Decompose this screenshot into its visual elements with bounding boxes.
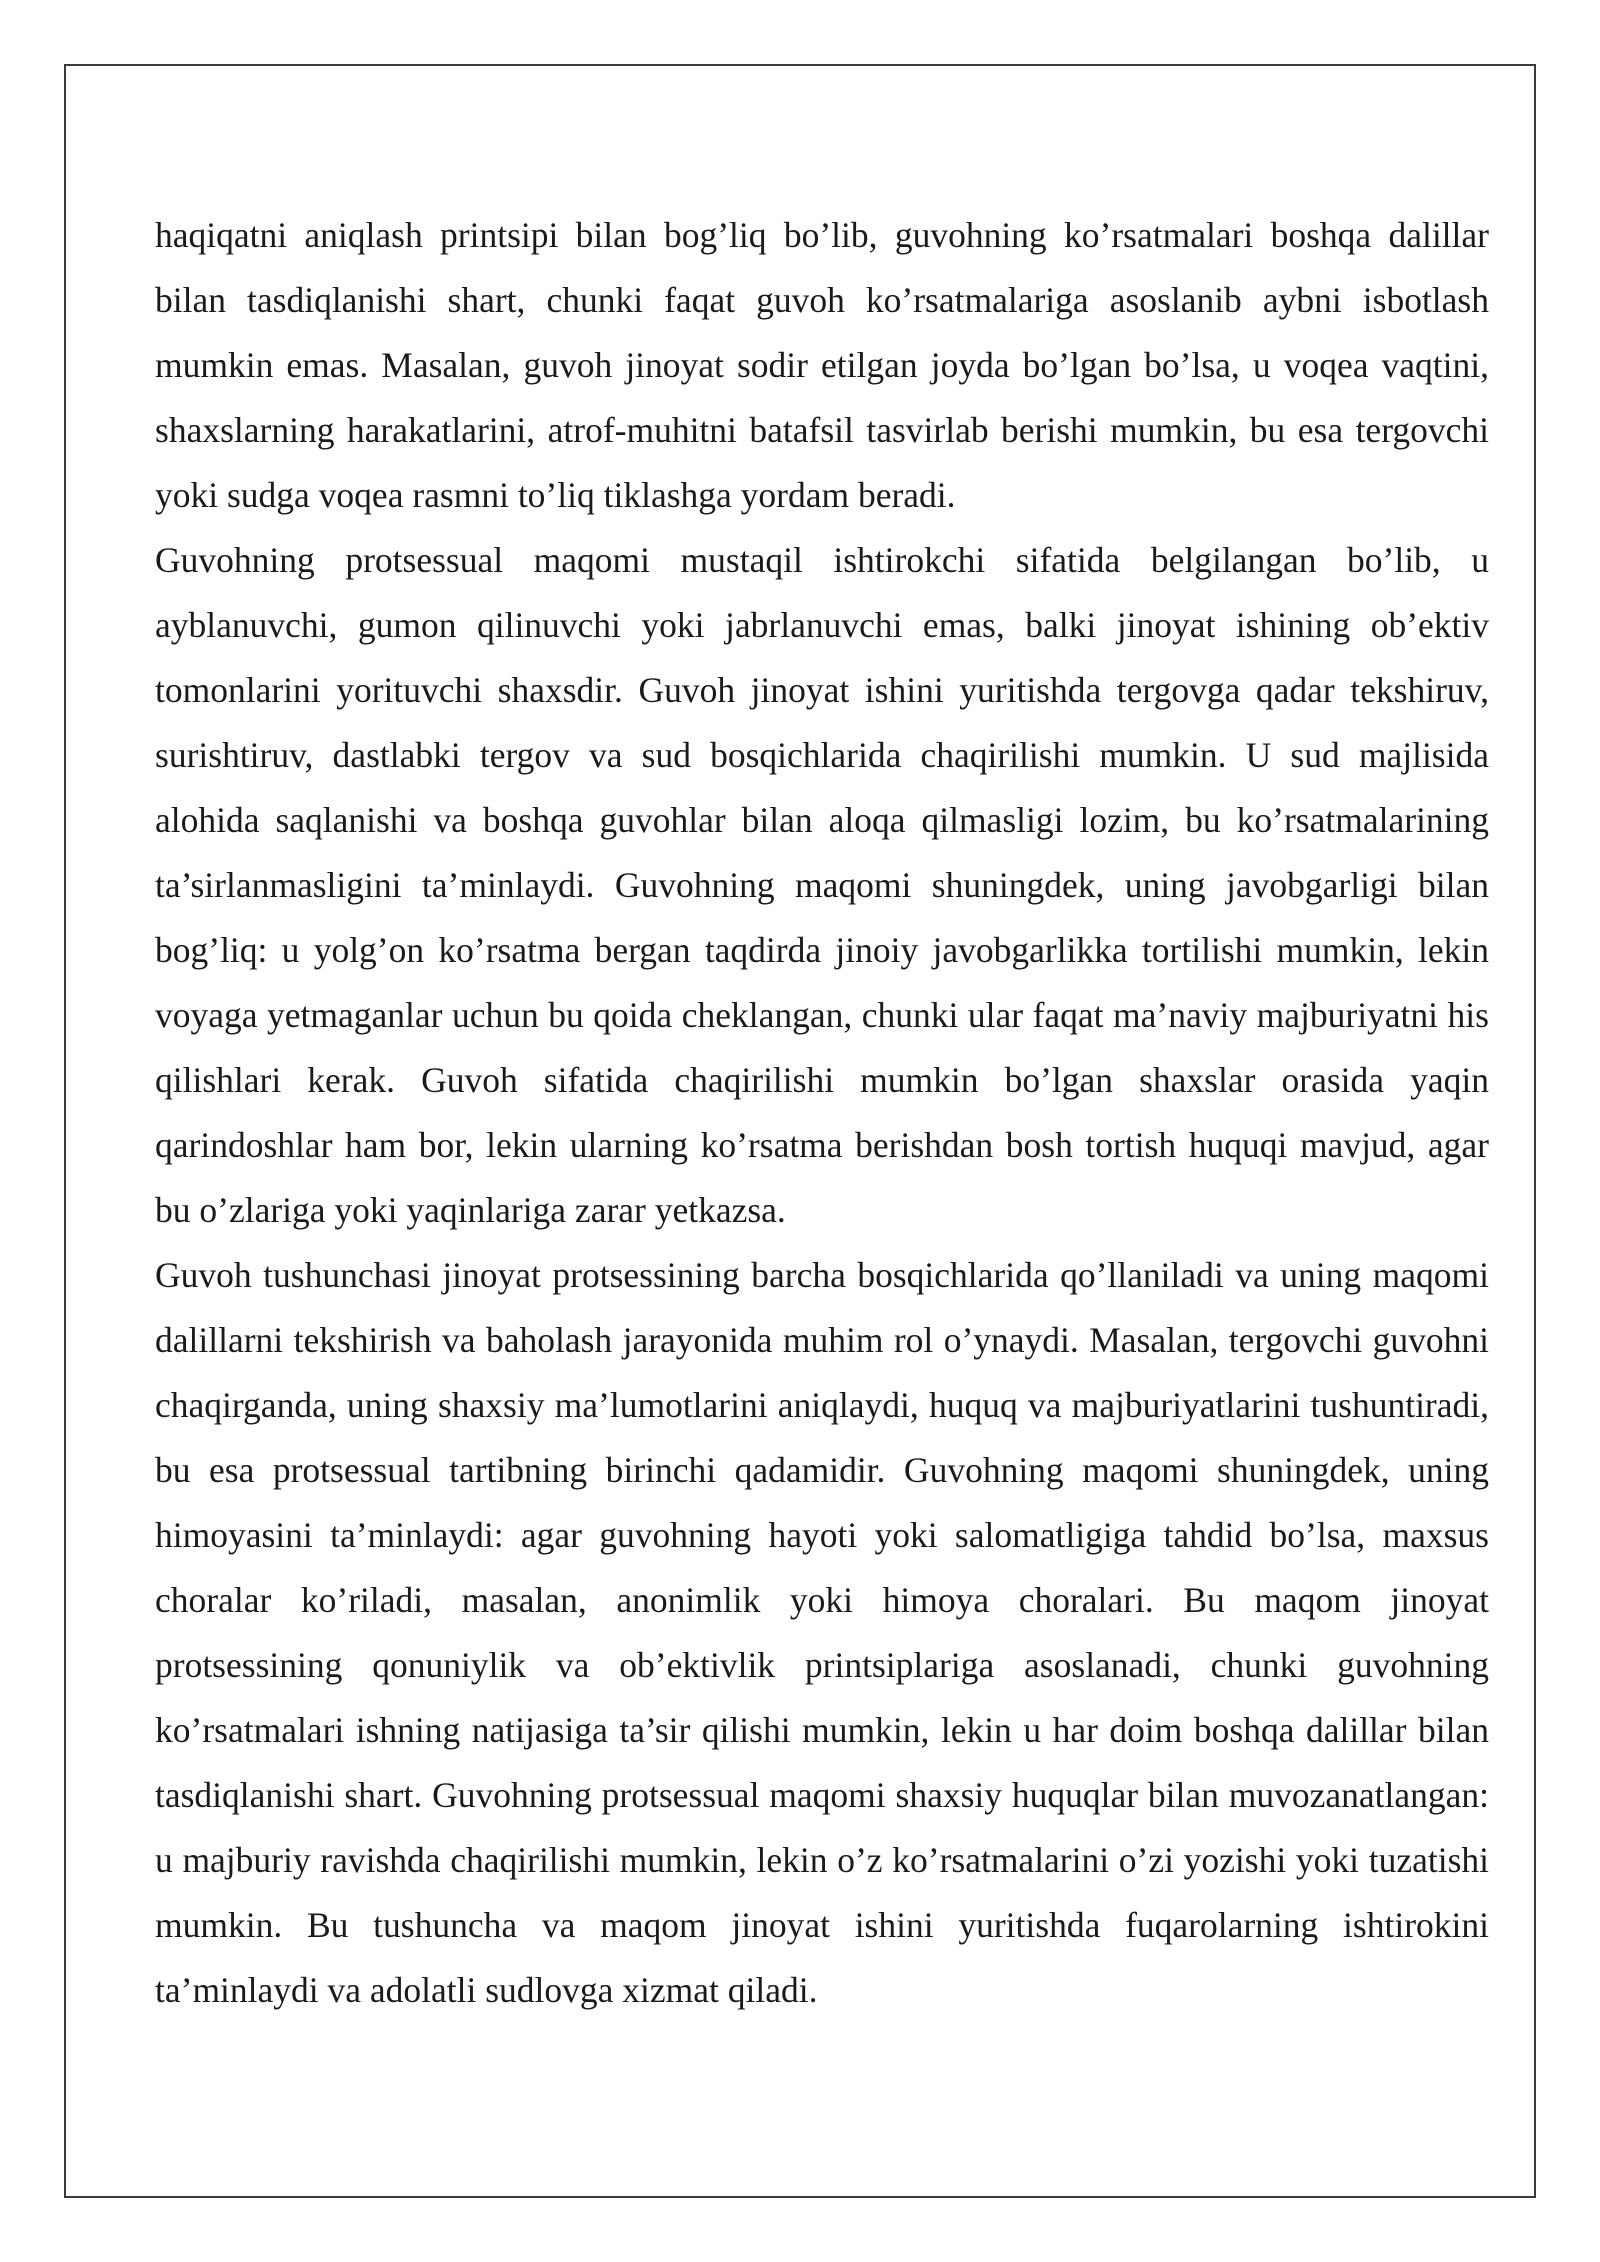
paragraph-2: Guvohning protsessual maqomi mustaqil ishtirokchi sifatida belgilangan bo’lib, u ayblanuvchi, gumon qilinuvchi yoki jabrlanuvchi emas, balki jinoyat ishining ob’ektiv tomonlarini yorituvchi shaxsdir. Guvoh jinoyat ishini yuritishda tergovga qadar tekshiruv, surishtiruv, dastlabki tergov va sud bosqichlarida chaqirilishi mumkin. U sud majlisida alohida saqlanishi va boshqa guvohlar bilan aloqa qilmasligi lozim, bu ko’rsatmalarining ta’sirlanmasligini ta’minlaydi. Guvohning maqomi shuningdek, uning javobgarligi bilan bog’liq: u yolg’on ko’rsatma bergan taqdirda jinoiy javobgarlikka tortilishi mumkin, lekin voyaga yetmaganlar uchun bu qoida cheklangan, chunki ular faqat ma’naviy majburiyatni his qilishlari kerak. Guvoh sifatida chaqirilishi mumkin bo’lgan shaxslar orasida yaqin qarindoshlar ham bor, lekin ularning ko’rsatma berishdan bosh tortish huquqi mavjud, agar bu o’zlariga yoki yaqinlariga zarar yetkazsa. bbox=[155, 540, 1489, 1230]
page-frame bbox=[64, 64, 1536, 2198]
document-body bbox=[155, 203, 1489, 2023]
paragraph-1: haqiqatni aniqlash printsipi bilan bog’liq bo’lib, guvohning ko’rsatmalari boshqa dalillar bilan tasdiqlanishi shart, chunki faqat guvoh ko’rsatmalariga asoslanib aybni isbotlash mumkin emas. Masalan, guvoh jinoyat sodir etilgan joyda bo’lgan bo’lsa, u voqea vaqtini, shaxslarning harakatlarini, atrof-muhitni batafsil tasvirlab berishi mumkin, bu esa tergovchi yoki sudga voqea rasmni to’liq tiklashga yordam beradi. bbox=[155, 215, 1489, 515]
paragraph-3: Guvoh tushunchasi jinoyat protsessining barcha bosqichlarida qo’llaniladi va uning maqomi dalillarni tekshirish va baholash jarayonida muhim rol o’ynaydi. Masalan, tergovchi guvohni chaqirganda, uning shaxsiy ma’lumotlarini aniqlaydi, huquq va majburiyatlarini tushuntiradi, bu esa protsessual tartibning birinchi qadamidir. Guvohning maqomi shuningdek, uning himoyasini ta’minlaydi: agar guvohning hayoti yoki salomatligiga tahdid bo’lsa, maxsus choralar ko’riladi, masalan, anonimlik yoki himoya choralari. Bu maqom jinoyat protsessining qonuniylik va ob’ektivlik printsiplariga asoslanadi, chunki guvohning ko’rsatmalari ishning natijasiga ta’sir qilishi mumkin, lekin u har doim boshqa dalillar bilan tasdiqlanishi shart. Guvohning protsessual maqomi shaxsiy huquqlar bilan muvozanatlangan: u majburiy ravishda chaqirilishi mumkin, lekin o’z ko’rsatmalarini o’zi yozishi yoki tuzatishi mumkin. Bu tushuncha va maqom jinoyat ishini yuritishda fuqarolarning ishtirokini ta’minlaydi va adolatli sudlovga xizmat qiladi. bbox=[155, 1255, 1489, 2010]
